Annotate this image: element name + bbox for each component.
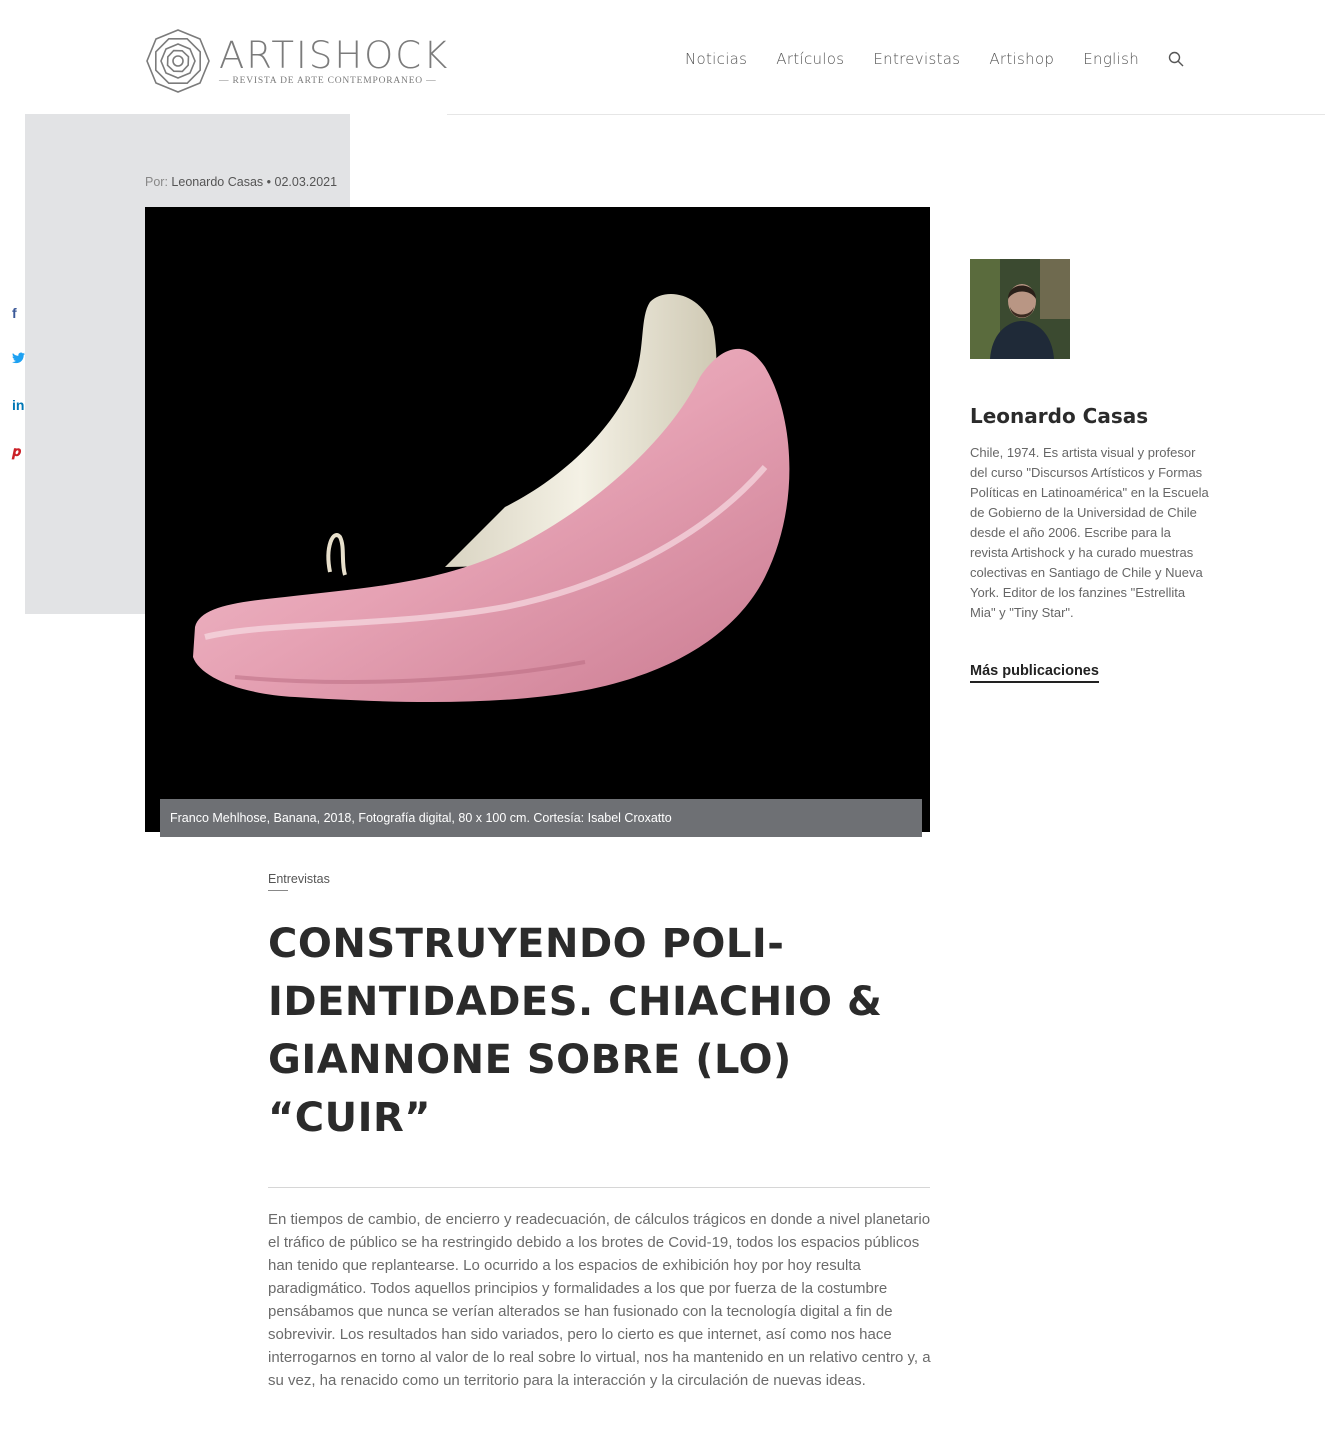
byline-author-link[interactable]: Leonardo Casas: [171, 175, 264, 189]
article-byline: [145, 175, 337, 189]
hero-caption: Franco Mehlhose, Banana, 2018, Fotografía digital, 80 x 100 cm. Cortesía: Isabel Croxatto: [160, 799, 922, 837]
social-share-bar: [12, 303, 32, 487]
author-avatar[interactable]: [970, 259, 1070, 359]
byline-separator: •: [266, 175, 272, 189]
facebook-icon[interactable]: f: [12, 305, 17, 321]
author-name: Leonardo Casas: [970, 404, 1149, 428]
byline-prefix: Por:: [145, 175, 168, 189]
logo-tagline: — REVISTA DE ARTE CONTEMPORANEO —: [219, 75, 437, 86]
nav-item-noticias[interactable]: Noticias: [685, 50, 748, 68]
linkedin-icon[interactable]: in: [12, 397, 25, 413]
main-nav: [685, 48, 1186, 70]
nav-item-articulos[interactable]: Artículos: [776, 50, 845, 68]
search-icon[interactable]: [1168, 48, 1186, 70]
byline-date: 02.03.2021: [274, 175, 338, 189]
author-bio: Chile, 1974. Es artista visual y profesor del curso "Discursos Artísticos y Formas Políticas en Latinoamérica" en la Escuela de Gobierno de la Universidad de Chile desde el año 2006. Escribe para la revista Artishock y ha curado muestras colectivas en Santiago de Chile y Nueva York. Editor de los fanzines "Estrellita Mia" y "Tiny Star".: [970, 445, 1209, 620]
more-publications-link[interactable]: Más publicaciones: [970, 663, 1099, 683]
hero-image: [145, 207, 930, 832]
article-title: CONSTRUYENDO POLI-IDENTIDADES. CHIACHIO & GIANNONE SOBRE (LO) “CUIR”: [268, 921, 883, 1141]
category-underline: [268, 890, 288, 891]
banana-artwork-image: [145, 207, 930, 832]
twitter-icon[interactable]: [12, 349, 32, 395]
article-category-link[interactable]: Entrevistas: [268, 872, 330, 886]
nav-item-artishop[interactable]: Artishop: [989, 50, 1055, 68]
header-divider: [447, 114, 1325, 115]
title-divider: [268, 1187, 930, 1188]
site-logo[interactable]: [145, 27, 450, 95]
article-intro-paragraph: En tiempos de cambio, de encierro y readecuación, de cálculos trágicos en donde a nivel planetario el tráfico de público se ha restringido debido a los brotes de Covid-19, todos los espacios públicos han tenido que replantearse. Lo ocurrido a los espacios de exhibición hoy por hoy resulta paradigmático. Todos aquellos principios y formalidades a los que por fuerza de la costumbre pensábamos que nunca se verían alterados se han fusionado con la tecnología digital a fin de sobrevivir. Los resultados han sido variados, pero lo cierto es que internet, así como nos hace interrogarnos en torno al valor de lo real sobre lo virtual, nos ha mantenido en un relativo centro y, a su vez, ha renacido como un territorio para la interacción y la circulación de nuevas ideas.: [268, 1211, 931, 1389]
logo-wordmark: ARTISHOCK: [219, 33, 450, 77]
nav-item-english[interactable]: English: [1083, 50, 1140, 68]
author-portrait-image: [970, 259, 1070, 359]
logo-mandala-icon: [145, 28, 211, 94]
pinterest-icon[interactable]: 𝒑: [12, 443, 21, 459]
nav-item-entrevistas[interactable]: Entrevistas: [873, 50, 961, 68]
